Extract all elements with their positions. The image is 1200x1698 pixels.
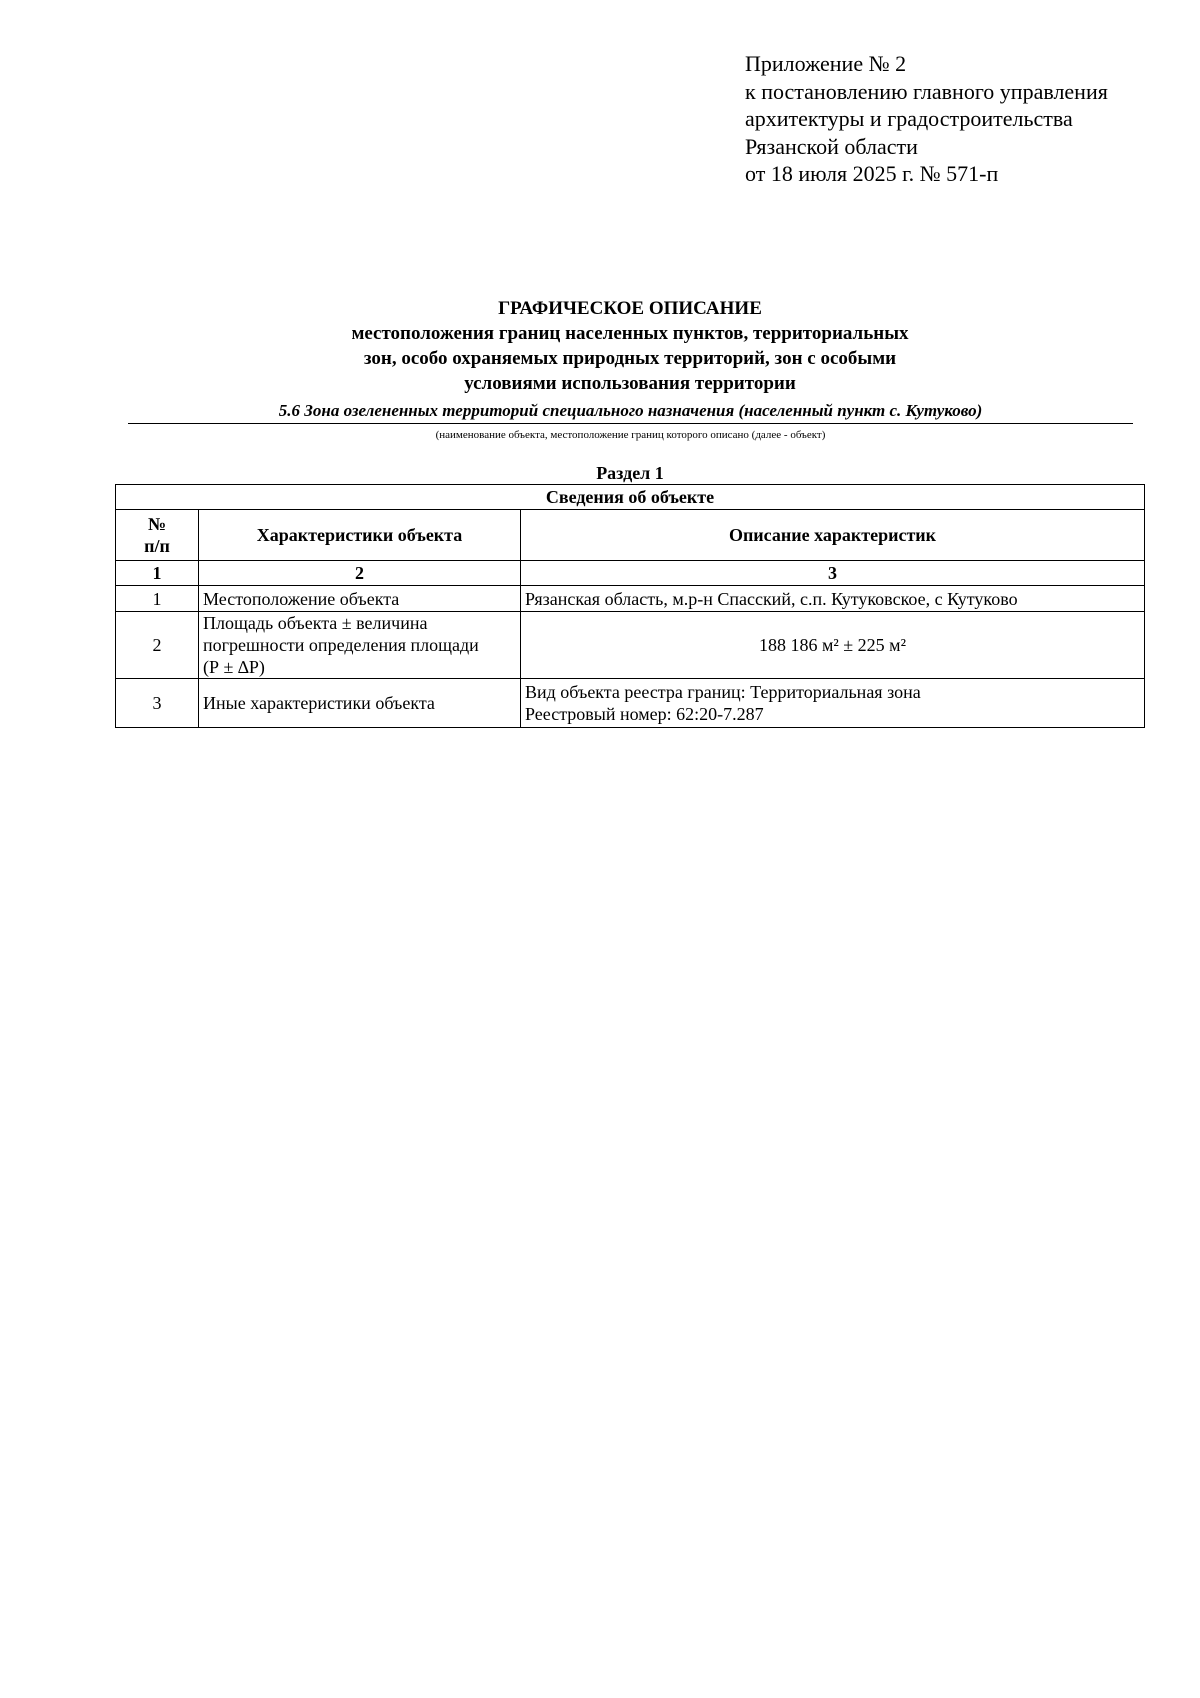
appendix-line: от 18 июля 2025 г. № 571-п: [745, 161, 999, 186]
row-characteristic: Местоположение объекта: [199, 586, 521, 612]
header-number: [116, 510, 199, 561]
document-subtitle-line: условиями использования территории: [464, 373, 796, 394]
row-number: 1: [116, 586, 199, 612]
header-description: Описание характеристик: [521, 510, 1145, 561]
row-description: [521, 679, 1145, 728]
header-characteristics: Характеристики объекта: [199, 510, 521, 561]
document-subtitle-line: местоположения границ населенных пунктов, территориальных: [351, 323, 909, 344]
object-name: 5.6 Зона озелененных территорий специального назначения (населенный пункт с. Кутуково): [128, 400, 1133, 424]
row-number: 2: [116, 612, 199, 679]
column-number: 1: [116, 561, 199, 586]
document-title-block: [130, 296, 1130, 396]
column-number-row: [116, 561, 1145, 586]
object-caption: (наименование объекта, местоположение границ которого описано (далее - объект): [435, 429, 826, 441]
table-caption-row: [116, 485, 1145, 510]
section-title: Раздел 1: [596, 463, 664, 483]
document-subtitle-line: зон, особо охраняемых природных территорий, зон с особыми: [363, 348, 897, 369]
characteristic-line: погрешности определения площади: [203, 635, 479, 655]
column-number: 3: [521, 561, 1145, 586]
description-line: Реестровый номер: 62:20-7.287: [525, 704, 764, 724]
column-number: 2: [199, 561, 521, 586]
document-title: ГРАФИЧЕСКОЕ ОПИСАНИЕ: [498, 298, 762, 319]
appendix-header: [745, 50, 1108, 188]
table-row: [116, 612, 1145, 679]
table-header-row: [116, 510, 1145, 561]
characteristic-line: Площадь объекта ± величина: [203, 613, 428, 633]
object-info-table: [115, 484, 1145, 728]
header-number-line: №: [147, 514, 167, 534]
description-line: Вид объекта реестра границ: Территориальная зона: [525, 682, 921, 702]
row-description: 188 186 м² ± 225 м²: [521, 612, 1145, 679]
characteristic-line: (Р ± ∆Р): [203, 657, 265, 677]
header-number-line: п/п: [144, 536, 170, 556]
appendix-line: Рязанской области: [745, 133, 918, 159]
row-number: 3: [116, 679, 199, 728]
table-caption: Сведения об объекте: [116, 485, 1145, 510]
appendix-line: архитектуры и градостроительства: [745, 106, 1073, 131]
table-row: [116, 679, 1145, 728]
row-characteristic: Иные характеристики объекта: [199, 679, 521, 728]
appendix-line: Приложение № 2: [745, 51, 907, 76]
appendix-line: к постановлению главного управления: [745, 78, 1108, 104]
table-row: [116, 586, 1145, 612]
row-description: Рязанская область, м.р-н Спасский, с.п. Кутуковское, с Кутуково: [521, 586, 1145, 612]
row-characteristic: [199, 612, 521, 679]
